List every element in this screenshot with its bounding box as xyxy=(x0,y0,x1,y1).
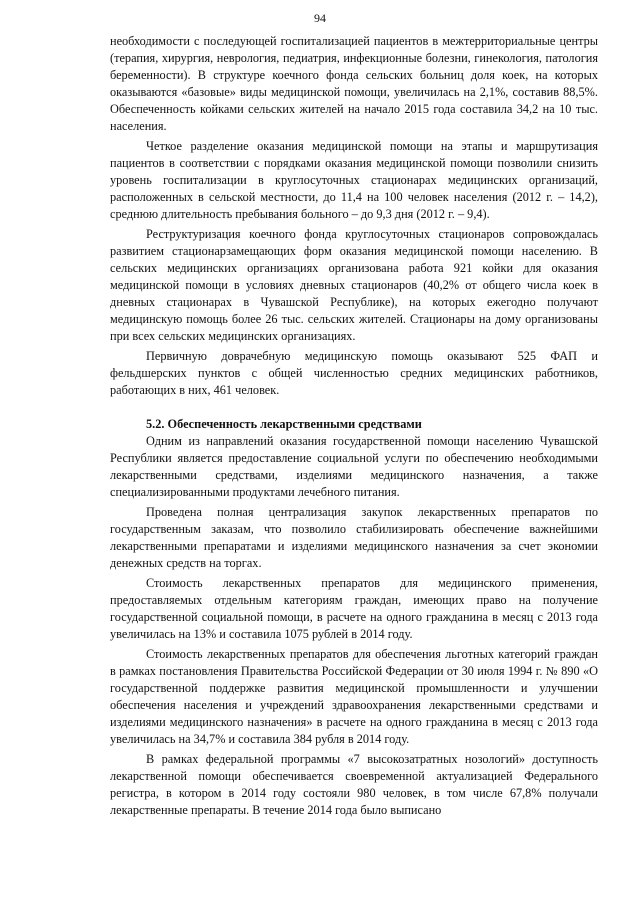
paragraph: Реструктуризация коечного фонда круглосуточных стационаров сопровождалась развитием стационарзамещающих форм оказания медицинской помощи населению. В сельских медицинских организациях организована работа 921 койки для оказания медицинской помощи в условиях дневных стационаров (40,2% от общего числа коек в дневных стационарах в Чувашской Республике), на которых ежегодно получают медицинскую помощь более 26 тыс. сельских жителей. Стационары на дому организованы при всех сельских медицинских организациях. xyxy=(110,227,598,343)
section-heading: 5.2. Обеспеченность лекарственными средствами xyxy=(146,417,422,431)
paragraph: Четкое разделение оказания медицинской помощи на этапы и маршрутизация пациентов в соответствии с порядками оказания медицинской помощи позволили снизить уровень госпитализации в круглосуточных стационарах медицинских организаций, расположенных в сельской местности, до 11,4 на 100 человек населения (2012 г. – 14,2), среднюю длительность пребывания больного – до 9,3 дня (2012 г. – 9,4). xyxy=(110,139,598,221)
paragraph: Проведена полная централизация закупок лекарственных препаратов по государственным заказам, что позволило стабилизировать обеспечение важнейшими лекарственными препаратами и изделиями медицинского назначения за счет экономии денежных средств на торгах. xyxy=(110,505,598,570)
paragraph: В рамках федеральной программы «7 высокозатратных нозологий» доступность лекарственной помощи обеспечивается своевременной актуализацией Федерального регистра, в котором в 2014 году состояли 980 человек, в том числе 67,8% получали лекарственные препараты. В течение 2014 года было выписано xyxy=(110,752,598,817)
paragraph: Стоимость лекарственных препаратов для обеспечения льготных категорий граждан в рамках постановления Правительства Российской Федерации от 30 июля 1994 г. № 890 «О государственной поддержке развития медицинской промышленности и улучшении обеспечения населения и учреждений здравоохранения лекарственными средствами и изделиями медицинского назначения» в расчете на одного гражданина в месяц с 2013 года увеличилась на 34,7% и составила 384 рубля в 2014 году. xyxy=(110,647,598,746)
paragraph: Одним из направлений оказания государственной помощи населению Чувашской Республики является предоставление социальной услуги по обеспечению необходимыми лекарственными средствами, изделиями медицинского назначения, а также специализированными продуктами лечебного питания. xyxy=(110,434,598,499)
page-body xyxy=(110,33,598,819)
page-number: 94 xyxy=(314,11,326,25)
paragraph-continued: необходимости с последующей госпитализацией пациентов в межтерриториальные центры (терапия, хирургия, неврология, педиатрия, инфекционные болезни, гинекология, патология беременности). В структуре коечного фонда сельских больниц доля коек, на которых оказываются «базовые» виды медицинской помощи, увеличилась на 2,1%, составив 88,5%. Обеспеченность койками сельских жителей на начало 2015 года составила 34,2 на 10 тыс. населения. xyxy=(110,34,598,133)
paragraph: Первичную доврачебную медицинскую помощь оказывают 525 ФАП и фельдшерских пунктов с общей численностью средних медицинских работников, работающих в них, 461 человек. xyxy=(110,349,598,397)
paragraph: Стоимость лекарственных препаратов для медицинского применения, предоставляемых отдельным категориям граждан, имеющих право на получение государственной социальной помощи, в расчете на одного гражданина в месяц с 2013 года увеличилась на 13% и составила 1075 рублей в 2014 году. xyxy=(110,576,598,641)
